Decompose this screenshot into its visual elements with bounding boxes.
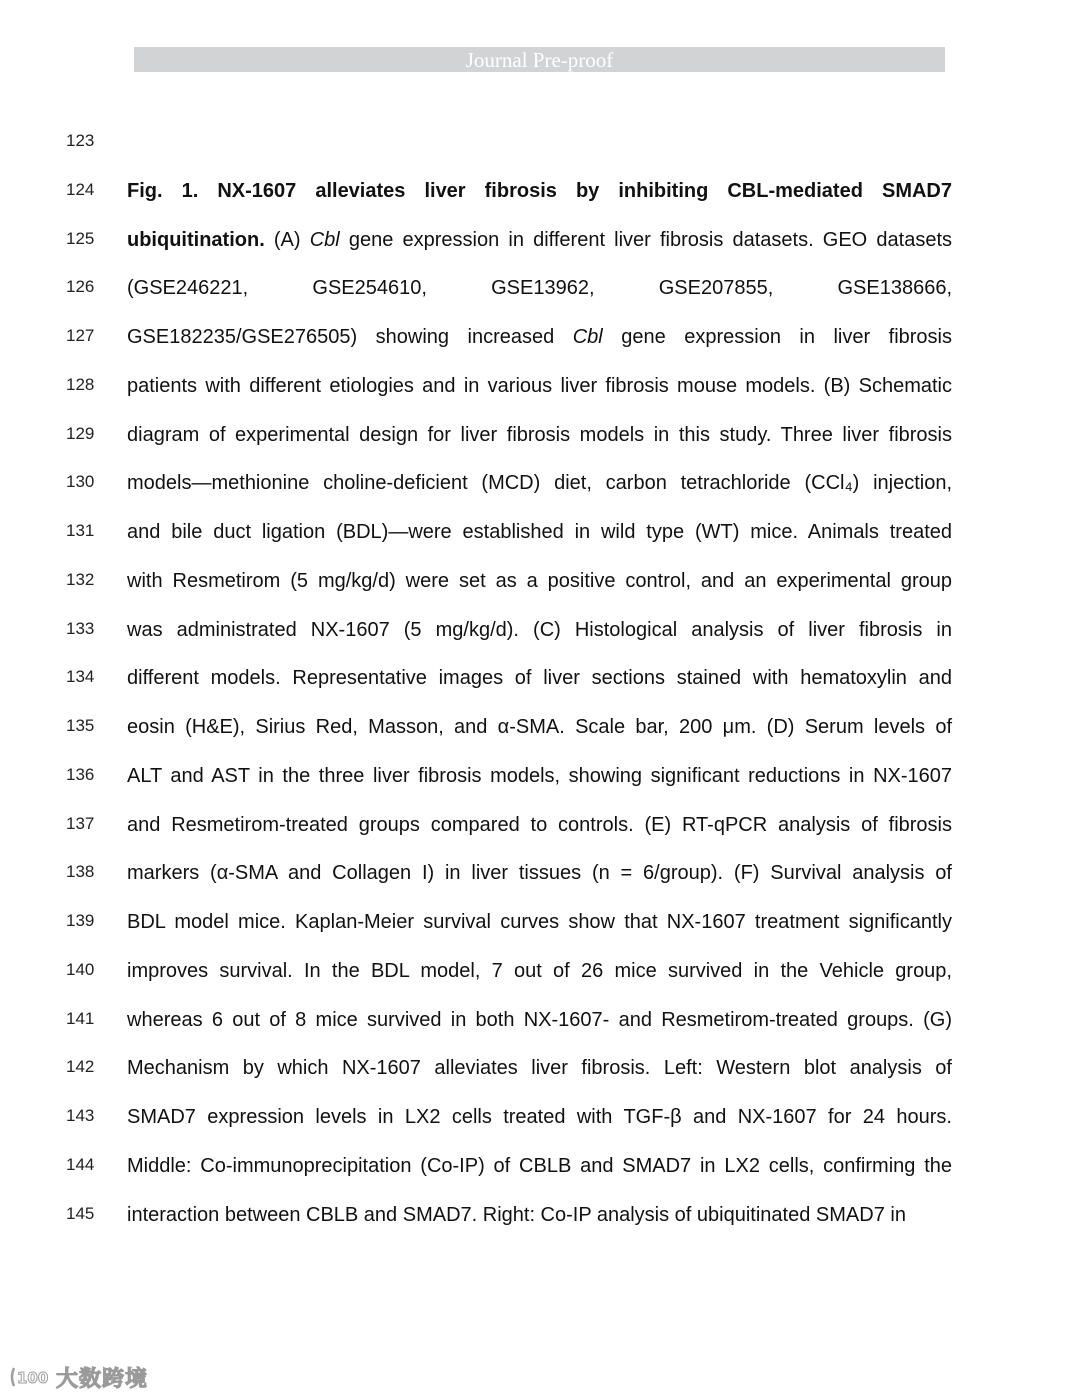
text-line	[127, 666, 952, 690]
line-number: 124	[66, 180, 95, 199]
text-segment: patients with different etiologies and in various liver fibrosis mouse models. (B) Schematic	[127, 375, 952, 397]
text-segment: ALT and AST in the three liver fibrosis models, showing significant reductions in NX-1607	[127, 765, 952, 787]
text-segment: (GSE246221, GSE254610, GSE13962, GSE207855, GSE138666,	[127, 277, 952, 299]
text-segment: interaction between CBLB and SMAD7. Right: Co-IP analysis of ubiquitinated SMAD7 in	[127, 1204, 906, 1226]
italic-text: Cbl	[572, 326, 603, 348]
text-line	[127, 179, 952, 203]
text-segment: different models. Representative images of liver sections stained with hematoxylin and	[127, 667, 952, 689]
line-number: 130	[66, 472, 95, 491]
text-line	[127, 374, 952, 398]
journal-pre-proof-banner: Journal Pre-proof	[134, 47, 945, 72]
italic-text: Cbl	[309, 229, 340, 251]
text-segment: gene expression in different liver fibrosis datasets. GEO datasets	[339, 229, 952, 251]
line-number: 140	[66, 960, 95, 979]
watermark-text: 大数跨境	[56, 1366, 149, 1392]
line-number: 142	[66, 1057, 95, 1076]
text-segment: GSE182235/GSE276505) showing increased	[127, 326, 573, 348]
text-line	[127, 1056, 952, 1080]
text-segment: markers (α-SMA and Collagen I) in liver tissues (n = 6/group). (F) Survival analysis of	[127, 862, 952, 884]
text-segment: SMAD7 expression levels in LX2 cells treated with TGF-β and NX-1607 for 24 hours.	[127, 1106, 952, 1128]
text-line	[127, 910, 952, 934]
text-line	[127, 959, 952, 983]
bold-text: Fig. 1. NX-1607 alleviates liver fibrosis by inhibiting CBL-mediated SMAD7	[127, 180, 952, 202]
line-number: 133	[66, 619, 95, 638]
text-line	[127, 813, 952, 837]
text-line	[127, 618, 952, 642]
line-number: 129	[66, 424, 95, 443]
text-segment: and Resmetirom-treated groups compared to controls. (E) RT-qPCR analysis of fibrosis	[127, 814, 952, 836]
text-segment: BDL model mice. Kaplan-Meier survival curves show that NX-1607 treatment significantly	[127, 911, 952, 933]
text-segment: models—methionine choline-deficient (MCD) diet, carbon tetrachloride (CCl₄) injection,	[127, 472, 952, 494]
line-number: 135	[66, 716, 95, 735]
text-line	[127, 228, 952, 252]
text-segment: (A)	[264, 229, 310, 251]
line-number: 144	[66, 1155, 95, 1174]
text-segment: eosin (H&E), Sirius Red, Masson, and α-SMA. Scale bar, 200 μm. (D) Serum levels of	[127, 716, 952, 738]
watermark	[8, 1362, 148, 1392]
text-line	[127, 861, 952, 885]
line-number: 136	[66, 765, 95, 784]
bold-text: ubiquitination.	[127, 229, 265, 251]
line-number: 127	[66, 326, 95, 345]
svg-text:100: 100	[17, 1369, 49, 1387]
text-line	[127, 569, 952, 593]
text-segment: improves survival. In the BDL model, 7 out of 26 mice survived in the Vehicle group,	[127, 960, 952, 982]
text-line	[127, 471, 952, 495]
line-number: 137	[66, 814, 95, 833]
line-number: 126	[66, 277, 95, 296]
text-segment: was administrated NX-1607 (5 mg/kg/d). (C) Histological analysis of liver fibrosis in	[127, 619, 952, 641]
line-number: 143	[66, 1106, 95, 1125]
text-segment: diagram of experimental design for liver fibrosis models in this study. Three liver fibrosis	[127, 424, 952, 446]
text-segment: whereas 6 out of 8 mice survived in both NX-1607- and Resmetirom-treated groups. (G)	[127, 1009, 952, 1031]
line-number: 131	[66, 521, 95, 540]
line-number: 138	[66, 862, 95, 881]
line-number: 141	[66, 1009, 95, 1028]
text-line	[127, 1203, 952, 1227]
watermark-logo-icon	[8, 1364, 50, 1390]
line-number: 125	[66, 229, 95, 248]
line-number: 139	[66, 911, 95, 930]
line-number: 134	[66, 667, 95, 686]
text-line	[127, 423, 952, 447]
text-line	[127, 1154, 952, 1178]
line-number: 145	[66, 1204, 95, 1223]
text-segment: Middle: Co-immunoprecipitation (Co-IP) of CBLB and SMAD7 in LX2 cells, confirming the	[127, 1155, 952, 1177]
text-line	[127, 1105, 952, 1129]
line-number: 128	[66, 375, 95, 394]
text-line	[127, 764, 952, 788]
text-line	[127, 520, 952, 544]
text-line	[127, 325, 952, 349]
text-line	[127, 276, 952, 300]
text-segment: gene expression in liver fibrosis	[602, 326, 952, 348]
text-segment: Mechanism by which NX-1607 alleviates liver fibrosis. Left: Western blot analysis of	[127, 1057, 952, 1079]
text-segment: with Resmetirom (5 mg/kg/d) were set as a positive control, and an experimental group	[127, 570, 952, 592]
text-line	[127, 715, 952, 739]
text-segment: and bile duct ligation (BDL)—were established in wild type (WT) mice. Animals treated	[127, 521, 952, 543]
line-number: 132	[66, 570, 95, 589]
line-number: 123	[66, 131, 95, 150]
text-line	[127, 1008, 952, 1032]
